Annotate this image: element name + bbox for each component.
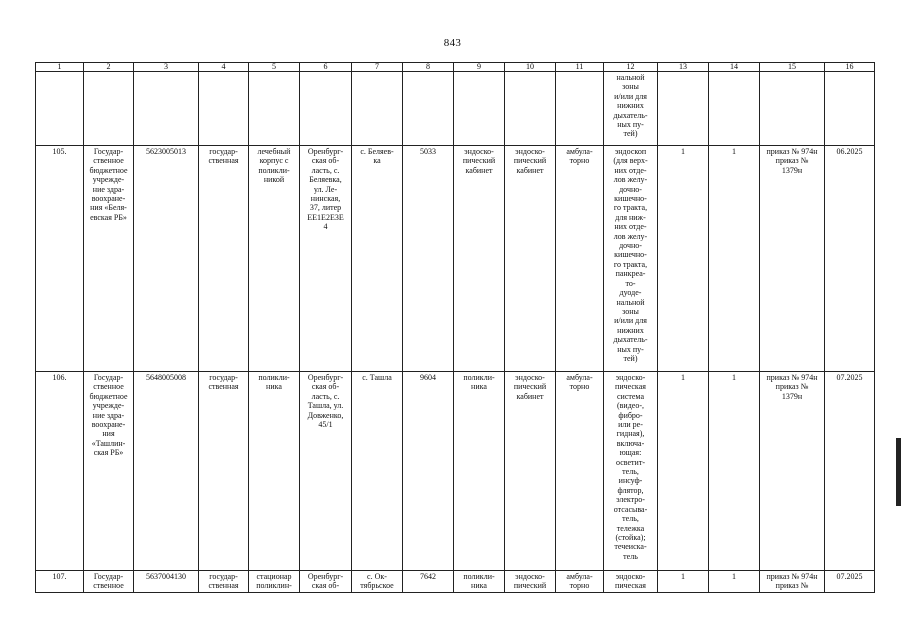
table-cell: 1 bbox=[709, 146, 760, 372]
table-cell bbox=[199, 72, 249, 146]
table-cell: 9604 bbox=[403, 372, 454, 571]
table-cell: поликли- ника bbox=[454, 372, 505, 571]
table-cell bbox=[709, 72, 760, 146]
table-cell: 105. bbox=[36, 146, 84, 372]
column-number: 14 bbox=[709, 63, 760, 72]
table-cell bbox=[454, 72, 505, 146]
table-cell: государ- ственная bbox=[199, 571, 249, 593]
table-cell: государ- ственная bbox=[199, 372, 249, 571]
table-cell: амбула- торно bbox=[556, 146, 604, 372]
table-cell: 5648005008 bbox=[134, 372, 199, 571]
table-cell: 1 bbox=[658, 372, 709, 571]
table-cell: с. Ташла bbox=[352, 372, 403, 571]
table-cell: 1 bbox=[658, 571, 709, 593]
table-cell: с. Беляев- ка bbox=[352, 146, 403, 372]
table-cell: поликли- ника bbox=[249, 372, 300, 571]
table-cell: 07.2025 bbox=[825, 372, 875, 571]
table-cell: нальной зоны и/или для нижних дыхатель- ных пу- тей) bbox=[604, 72, 658, 146]
table-cell: эндоско- пический bbox=[505, 571, 556, 593]
table-cell: 107. bbox=[36, 571, 84, 593]
table-cell: Государ- ственное бюджетное учрежде- ние здра- воохране- ния «Ташлин- ская РБ» bbox=[84, 372, 134, 571]
table-cell bbox=[352, 72, 403, 146]
column-number: 6 bbox=[300, 63, 352, 72]
table-cell bbox=[825, 72, 875, 146]
table-cell: эндоско- пическая система (видео-, фибро- или ре- гидная), включа- ющая: осветит- тель, инсуф- флятор, электро- отсасыва- тель, тележка (стойка); течеиска- тель bbox=[604, 372, 658, 571]
table-cell: 1 bbox=[658, 146, 709, 372]
column-number: 3 bbox=[134, 63, 199, 72]
table-cell: 1 bbox=[709, 571, 760, 593]
table-cell: стационар поликлин- bbox=[249, 571, 300, 593]
table-cell: Оренбург- ская об- ласть, с. Беляевка, ул. Ле- нинская, 37, литер ЕЕ1Е2Е3Е 4 bbox=[300, 146, 352, 372]
table-cell bbox=[760, 72, 825, 146]
table-cell: эндоскоп (для верх- них отде- лов желу- дочно- кишечно- го тракта, для ниж- них отде- лов желу- дочно- кишечно- го тракта, панкреа- то- дуоде- нальной зоны и/или для нижних дыхатель- ных пу- тей) bbox=[604, 146, 658, 372]
table-cell: лечебный корпус с поликли- никой bbox=[249, 146, 300, 372]
table-cell: эндоско- пическая bbox=[604, 571, 658, 593]
table-cell: амбула- торно bbox=[556, 571, 604, 593]
column-number: 9 bbox=[454, 63, 505, 72]
table-cell: 106. bbox=[36, 372, 84, 571]
table-cell bbox=[403, 72, 454, 146]
table-cell: приказ № 974н приказ № 1379н bbox=[760, 146, 825, 372]
table-row bbox=[36, 72, 875, 146]
table-cell: Государ- ственное бюджетное учрежде- ние здра- воохране- ния «Беля- евская РБ» bbox=[84, 146, 134, 372]
column-number: 8 bbox=[403, 63, 454, 72]
table-cell bbox=[134, 72, 199, 146]
column-number: 2 bbox=[84, 63, 134, 72]
table-cell: поликли- ника bbox=[454, 571, 505, 593]
column-number: 15 bbox=[760, 63, 825, 72]
table-cell bbox=[84, 72, 134, 146]
table-cell: 5623005013 bbox=[134, 146, 199, 372]
registry-table bbox=[35, 62, 875, 593]
table-cell bbox=[36, 72, 84, 146]
column-number: 13 bbox=[658, 63, 709, 72]
column-number: 10 bbox=[505, 63, 556, 72]
table-cell: 5033 bbox=[403, 146, 454, 372]
table-cell: 7642 bbox=[403, 571, 454, 593]
table-cell bbox=[505, 72, 556, 146]
table-cell bbox=[658, 72, 709, 146]
page-number: 843 bbox=[443, 37, 462, 49]
table-cell: с. Ок- тябрьское bbox=[352, 571, 403, 593]
table-cell: приказ № 974н приказ № bbox=[760, 571, 825, 593]
table-cell bbox=[556, 72, 604, 146]
table-cell: амбула- торно bbox=[556, 372, 604, 571]
table-cell: 07.2025 bbox=[825, 571, 875, 593]
table-cell: 1 bbox=[709, 372, 760, 571]
column-number: 16 bbox=[825, 63, 875, 72]
column-number: 11 bbox=[556, 63, 604, 72]
table-cell: государ- ственная bbox=[199, 146, 249, 372]
table-cell bbox=[300, 72, 352, 146]
table-cell: эндоско- пический кабинет bbox=[505, 146, 556, 372]
column-number: 12 bbox=[604, 63, 658, 72]
column-number: 1 bbox=[36, 63, 84, 72]
scan-edge-mark bbox=[896, 438, 901, 506]
table-cell: 06.2025 bbox=[825, 146, 875, 372]
table-cell: эндоско- пический кабинет bbox=[454, 146, 505, 372]
table-cell: приказ № 974н приказ № 1379н bbox=[760, 372, 825, 571]
column-number: 4 bbox=[199, 63, 249, 72]
column-number-row bbox=[36, 63, 875, 72]
table-cell: Оренбург- ская об- bbox=[300, 571, 352, 593]
table-cell bbox=[249, 72, 300, 146]
table-cell: 5637004130 bbox=[134, 571, 199, 593]
table-row bbox=[36, 372, 875, 571]
table-row bbox=[36, 146, 875, 372]
table-cell: Оренбург- ская об- ласть, с. Ташла, ул. Довженко, 45/1 bbox=[300, 372, 352, 571]
table-cell: эндоско- пический кабинет bbox=[505, 372, 556, 571]
table-row bbox=[36, 571, 875, 593]
table-cell: Государ- ственное bbox=[84, 571, 134, 593]
column-number: 7 bbox=[352, 63, 403, 72]
column-number: 5 bbox=[249, 63, 300, 72]
